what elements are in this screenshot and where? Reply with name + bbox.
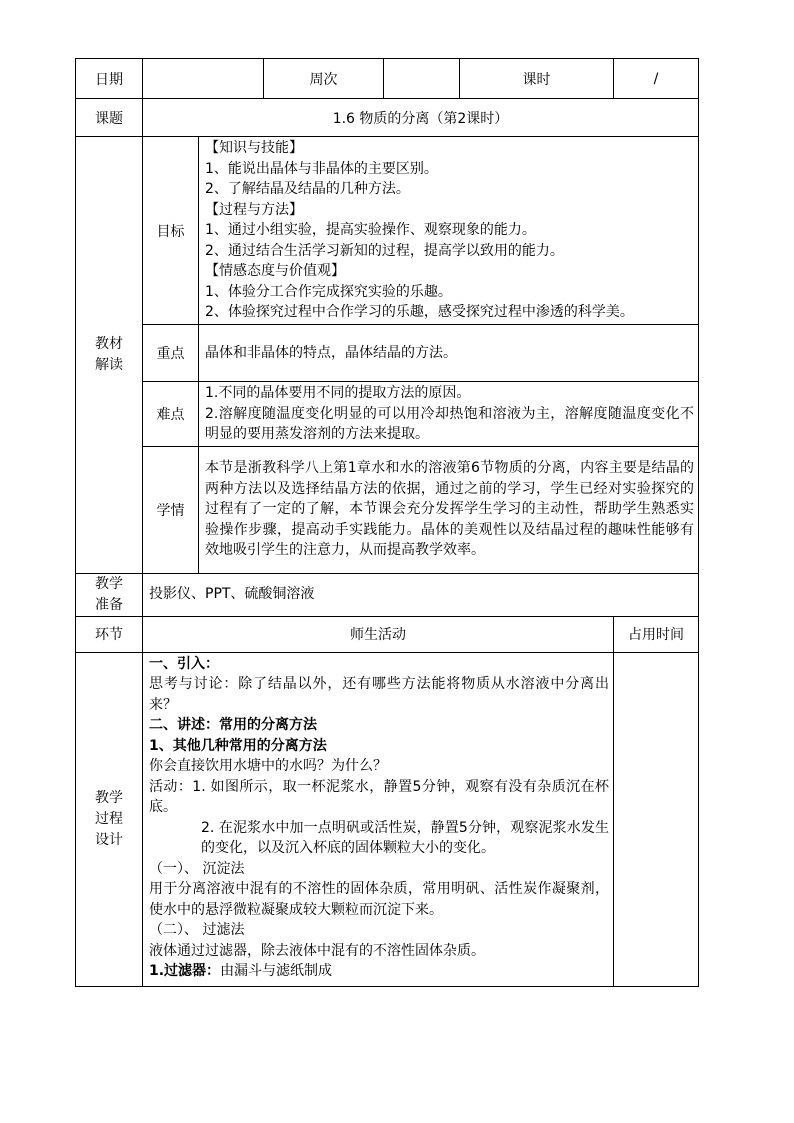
goals-row xyxy=(76,137,699,325)
activity-step-2: 2. 在泥浆水中加一点明矾或活性炭，静置5分钟，观察泥浆水发生的变化，以及沉入杯底的固体颗粒大小的变化。 xyxy=(201,819,609,856)
sedimentation-text: 用于分离溶液中混有的不溶性的固体杂质，常用明矾、活性炭作凝聚剂，使水中的悬浮微粒凝聚成较大颗粒而沉淀下来。 xyxy=(149,881,609,918)
analysis-label: 教材 解读 xyxy=(76,137,143,574)
week-label: 周次 xyxy=(264,59,384,99)
date-label: 日期 xyxy=(76,59,143,99)
key-points-label: 重点 xyxy=(143,325,199,382)
learners-content: 本节是浙教科学八上第1章水和水的溶液第6节物质的分离，内容主要是结晶的两种方法以及选择结晶方法的依据，通过之前的学习，学生已经对实验探究的过程有了一定的了解，本节课会充分发挥学生学习的主动性，帮助学生熟悉实验操作步骤，提高动手实践能力。晶体的美观性以及结晶过程的趣味性能够有效地吸引学生的注意力，从而提高教学效率。 xyxy=(199,446,699,573)
other-methods-heading: 1、其他几种常用的分离方法 xyxy=(149,737,327,754)
topic-label: 课题 xyxy=(76,99,143,137)
learners-label: 学情 xyxy=(143,446,199,573)
week-value xyxy=(384,59,460,99)
design-content xyxy=(143,652,614,986)
header-row xyxy=(76,59,699,99)
intro-heading: 一、引入： xyxy=(149,655,219,672)
topic-row xyxy=(76,99,699,137)
difficulties-row xyxy=(76,382,699,447)
preparation-label: 教学 准备 xyxy=(76,573,143,616)
methods-heading: 二、讲述：常用的分离方法 xyxy=(149,717,317,733)
topic-value: 1.6 物质的分离（第2课时） xyxy=(143,99,699,137)
step-column-header: 环节 xyxy=(76,616,143,652)
time-column-header: 占用时间 xyxy=(614,616,699,652)
key-points-content: 晶体和非晶体的特点，晶体结晶的方法。 xyxy=(199,325,699,382)
question-text: 你会直接饮用水塘中的水吗？为什么？ xyxy=(149,758,387,774)
preparation-content: 投影仪、PPT、硫酸铜溶液 xyxy=(143,573,699,616)
date-value xyxy=(143,59,264,99)
goals-label: 目标 xyxy=(143,137,199,325)
design-time-cell xyxy=(614,652,699,986)
learners-row xyxy=(76,446,699,573)
goals-content: 【知识与技能】 1、能说出晶体与非晶体的主要区别。 2、了解结晶及结晶的几种方法。 【过程与方法】 1、通过小组实验，提高实验操作、观察现象的能力。 2、通过结合生活学习新知的过程，提高学以致用的能力。 【情感态度与价值观】 1、体验分工合作完成探究实验的乐趣。 2、体验探究过程中合作学习的乐趣，感受探究过程中渗透的科学美。 xyxy=(199,137,699,325)
discussion-text: 思考与讨论：除了结晶以外，还有哪些方法能将物质从水溶液中分离出来？ xyxy=(149,676,609,713)
column-header-row xyxy=(76,616,699,652)
period-label: 课时 xyxy=(460,59,614,99)
key-points-row xyxy=(76,325,699,382)
period-value: / xyxy=(614,59,699,99)
preparation-row xyxy=(76,573,699,616)
activity-column-header: 师生活动 xyxy=(143,616,614,652)
filter-line: 1.过滤器：由漏斗与滤纸制成 xyxy=(149,963,333,979)
activity-step-1: 活动：1. 如图所示，取一杯泥浆水，静置5分钟，观察有没有杂质沉在杯底。 xyxy=(149,778,609,815)
difficulties-content: 1.不同的晶体要用不同的提取方法的原因。 2.溶解度随温度变化明显的可以用冷却热饱和溶液为主，溶解度随温度变化不明显的要用蒸发溶剂的方法来提取。 xyxy=(199,382,699,447)
lesson-plan-table xyxy=(75,58,699,987)
filtration-heading: （二）、 过滤法 xyxy=(149,922,245,938)
design-row xyxy=(76,652,699,986)
filtration-text: 液体通过过滤器，除去液体中混有的不溶性固体杂质。 xyxy=(149,942,485,959)
difficulties-label: 难点 xyxy=(143,382,199,447)
design-label: 教学 过程 设计 xyxy=(76,652,143,986)
sedimentation-heading: （一）、 沉淀法 xyxy=(149,860,245,877)
